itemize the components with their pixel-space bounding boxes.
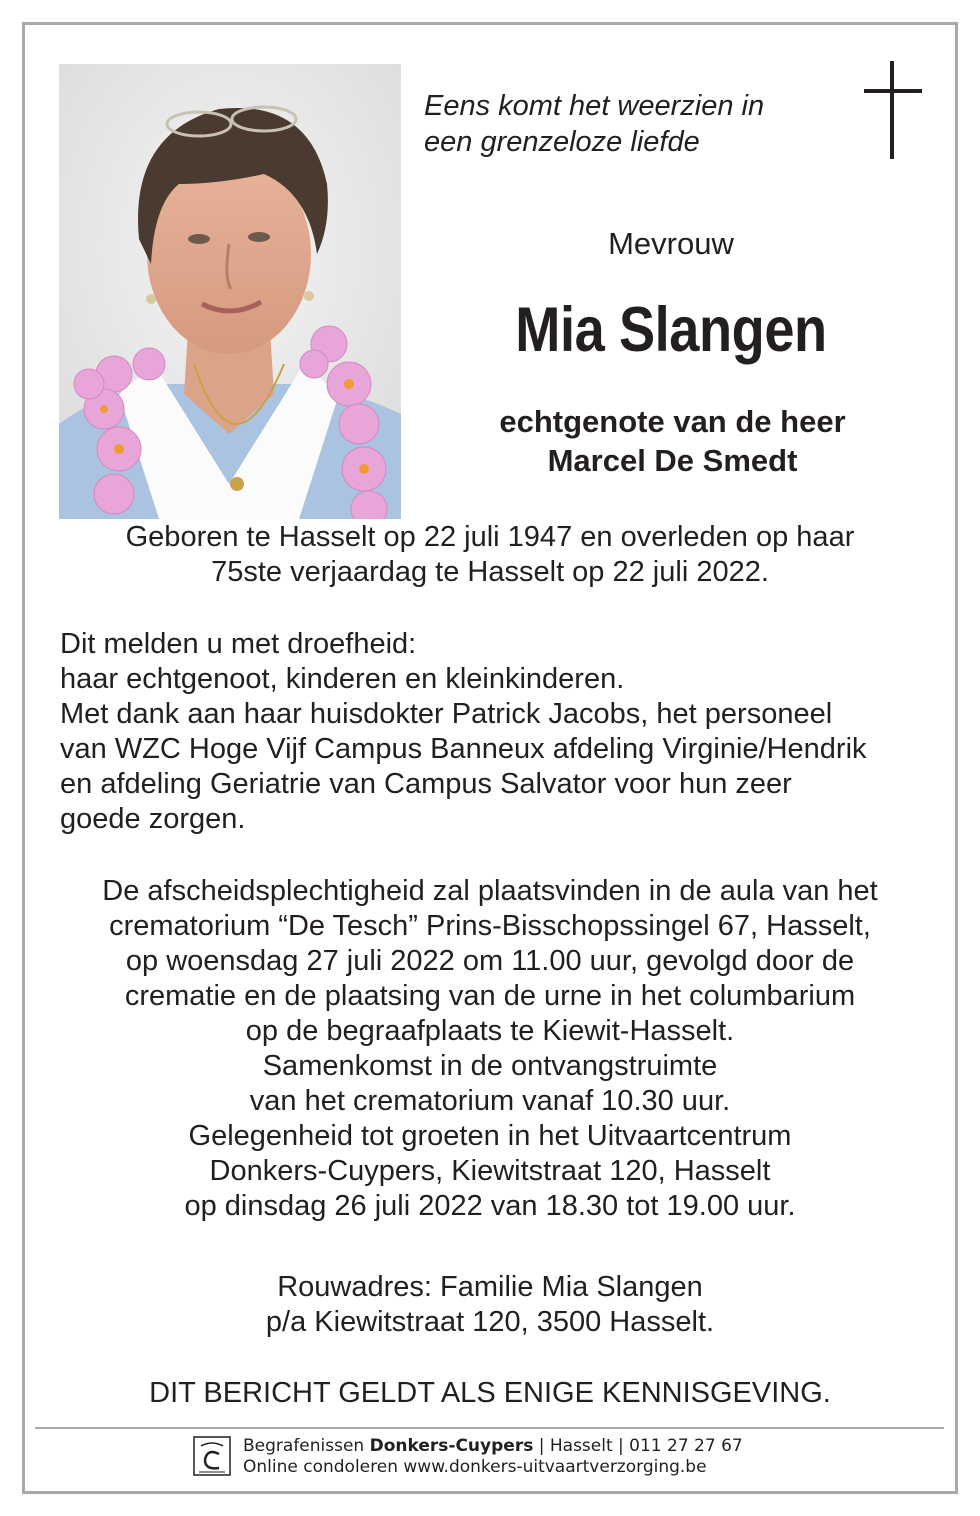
spouse-info (450, 402, 895, 480)
official-notice (40, 1376, 940, 1411)
announcement-line: en afdeling Geriatrie van Campus Salvator voor hun zeer (60, 768, 792, 800)
ceremony-line: crematorium “De Tesch” Prins-Bisschopssingel 67, Hasselt, (109, 910, 871, 942)
footer-company: Donkers-Cuypers (369, 1436, 534, 1456)
ceremony-line: Samenkomst in de ontvangstruimte (262, 1050, 718, 1082)
ceremony-line: op woensdag 27 juli 2022 om 11.00 uur, gevolgd door de (125, 945, 855, 977)
motto-line-1: Eens komt het weerzien in (424, 90, 765, 122)
ceremony-line: De afscheidsplechtigheid zal plaatsvinden in de aula van het (102, 875, 878, 907)
mourning-address (40, 1270, 940, 1340)
ceremony-line: Donkers-Cuypers, Kiewitstraat 120, Hasselt (209, 1155, 771, 1187)
footer-prefix: Begrafenissen (243, 1436, 365, 1456)
portrait-photo (59, 64, 401, 519)
announcement-text (60, 627, 940, 837)
notice-text: DIT BERICHT GELDT ALS ENIGE KENNISGEVING. (149, 1377, 831, 1409)
motto-line-2: een grenzeloze liefde (424, 126, 700, 158)
announcement-line: haar echtgenoot, kinderen en kleinkinderen. (60, 663, 625, 695)
ceremony-line: crematie en de plaatsing van de urne in het columbarium (124, 980, 856, 1012)
ceremony-line: op dinsdag 26 juli 2022 van 18.30 tot 19.00 uur. (184, 1190, 796, 1222)
spouse-line-1: echtgenote van de heer (499, 404, 846, 439)
address-line-2: p/a Kiewitstraat 120, 3500 Hasselt. (265, 1306, 715, 1338)
spouse-line-2: Marcel De Smedt (547, 443, 798, 478)
footer-divider (35, 1427, 944, 1429)
announcement-line: Met dank aan haar huisdokter Patrick Jacobs, het personeel (60, 698, 833, 730)
birth-line-1: Geboren te Hasselt op 22 juli 1947 en overleden op haar (125, 521, 855, 553)
birth-line-2: 75ste verjaardag te Hasselt op 22 juli 2022. (211, 556, 769, 588)
cross-icon (864, 61, 922, 159)
footer-line-1 (243, 1436, 803, 1457)
ceremony-line: Gelegenheid tot groeten in het Uitvaartcentrum (188, 1120, 792, 1152)
footer-location: | Hasselt | 011 27 27 67 (538, 1436, 743, 1456)
announcement-line: van WZC Hoge Vijf Campus Banneux afdeling Virginie/Hendrik (60, 733, 867, 765)
footer-online-link[interactable]: Online condoleren www.donkers-uitvaartverzorging.be (243, 1457, 707, 1477)
funeral-home-logo-icon (193, 1436, 231, 1476)
announcement-line: Dit melden u met droefheid: (60, 628, 417, 660)
birth-death-text (40, 520, 940, 590)
announcement-line: goede zorgen. (60, 803, 246, 835)
footer-info (243, 1436, 803, 1478)
address-line-1: Rouwadres: Familie Mia Slangen (277, 1271, 703, 1303)
ceremony-line: op de begraafplaats te Kiewit-Hasselt. (245, 1015, 735, 1047)
deceased-name: Mia Slangen (515, 295, 827, 365)
ceremony-text (40, 874, 940, 1224)
ceremony-line: van het crematorium vanaf 10.30 uur. (249, 1085, 731, 1117)
motto (424, 88, 844, 160)
honorific-title: Mevrouw (608, 226, 734, 261)
